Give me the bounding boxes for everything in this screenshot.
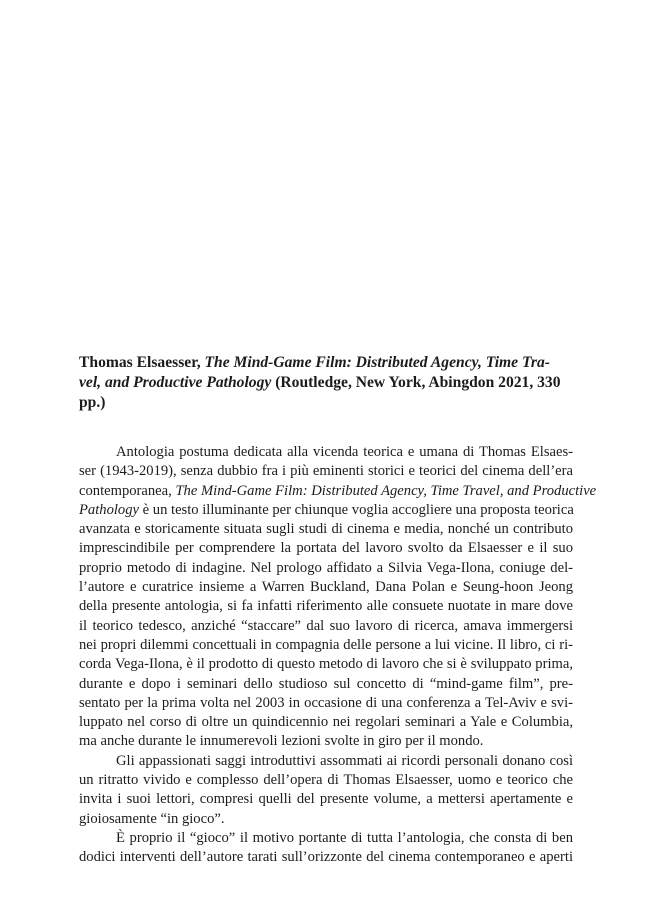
body-line: corda Vega-Ilona, è il prodotto di questo metodo di lavoro che si è sviluppato prima,: [79, 656, 573, 673]
body-line: proprio metodo di indagine. Nel prologo affidato a Silvia Vega-Ilona, coniuge del-: [79, 559, 573, 576]
review-body: [79, 443, 597, 868]
review-heading: [79, 353, 573, 413]
body-line: ma anche durante le innumerevoli lezioni svolte in giro per il mondo.: [79, 733, 484, 750]
body-line: nei propri dilemmi concettuali in compagnia delle persone a lui vicine. Il libro, ci ri-: [79, 636, 573, 653]
body-line: della presente antologia, si fa infatti riferimento alle consuete nuotate in mare dove: [79, 598, 573, 615]
body-line: imprescindibile per comprendere la portata del lavoro svolto da Elsaesser e il suo: [79, 540, 573, 557]
body-line: luppato nel corso di oltre un quindicennio nei regolari seminari a Yale e Columbia,: [79, 714, 573, 731]
body-line-text: contemporanea,: [79, 482, 176, 499]
book-title-inline: Pathology: [79, 501, 139, 518]
book-title-part-1: The Mind-Game Film: Distributed Agency, Time Tra-: [204, 354, 550, 371]
body-line: ser (1943-2019), senza dubbio fra i più eminenti storici e teorici del cinema dell’era: [79, 463, 573, 480]
review-section: [79, 353, 597, 868]
publication-info-part-1: (Routledge, New York, Abingdon 2021, 330: [271, 374, 561, 391]
publication-info-part-2: pp.): [79, 394, 106, 411]
body-line: [79, 501, 573, 520]
body-line: il teorico tedesco, anziché “staccare” dal suo lavoro di ricerca, amava immergersi: [79, 617, 573, 634]
body-line: È proprio il “gioco” il motivo portante di tutta l’antologia, che consta di ben: [116, 829, 573, 846]
body-line: invita i suoi lettori, compresi quelli del presente volume, a mettersi apertamente e: [79, 791, 573, 808]
body-line: un ritratto vivido e complesso dell’opera di Thomas Elsaesser, uomo e teorico che: [79, 772, 573, 789]
body-line-text: è un testo illuminante per chiunque voglia accogliere una proposta teorica: [139, 501, 574, 518]
body-line: gioiosamente “in gioco”.: [79, 810, 225, 827]
body-line: Antologia postuma dedicata alla vicenda teorica e umana di Thomas Elsaes-: [116, 444, 573, 460]
review-author: Thomas Elsaesser,: [79, 354, 205, 371]
body-line: dodici interventi dell’autore tarati sull’orizzonte del cinema contemporaneo e aperti: [79, 849, 573, 866]
book-title-inline: The Mind-Game Film: Distributed Agency, Time Travel, and Productive: [175, 482, 597, 499]
body-line: sentato per la prima volta nel 2003 in occasione di una conferenza a Tel-Aviv e svi-: [79, 694, 573, 711]
body-line: durante e dopo i seminari dello studioso sul concetto di “mind-game film”, pre-: [79, 675, 573, 692]
book-title-part-2: vel, and Productive Pathology: [79, 374, 272, 391]
body-line: avanzata e storicamente situata sugli studi di cinema e media, nonché un contributo: [79, 521, 573, 538]
body-line: [79, 482, 597, 501]
body-line: l’autore e curatrice insieme a Warren Buckland, Dana Polan e Seung-hoon Jeong: [79, 579, 573, 596]
body-line: Gli appassionati saggi introduttivi assommati ai ricordi personali donano così: [116, 752, 573, 769]
